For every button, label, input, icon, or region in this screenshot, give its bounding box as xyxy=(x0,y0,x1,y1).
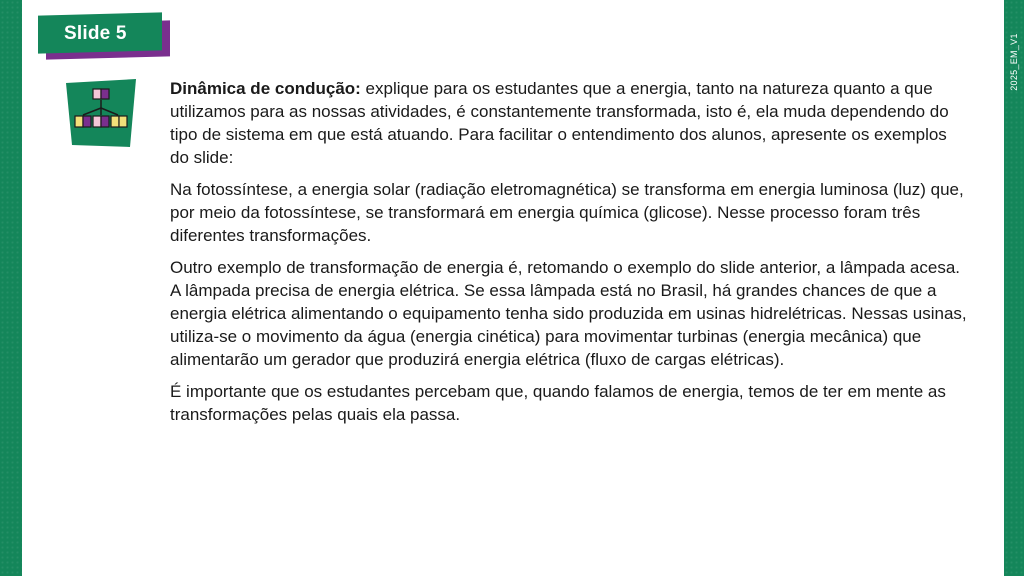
slide-tag xyxy=(38,12,172,60)
slide-number-label: Slide 5 xyxy=(64,23,127,44)
hierarchy-diagram-icon xyxy=(64,79,138,149)
paragraph-conclusion: É importante que os estudantes percebam que, quando falamos de energia, temos de ter em mente as transformações pelas quais ela passa. xyxy=(170,382,946,424)
left-border xyxy=(0,0,22,576)
paragraph-photosynthesis: Na fotossíntese, a energia solar (radiação eletromagnética) se transforma em energia luminosa (luz) que, por meio da fotossíntese, se transformará em energia química (glicose). Nesse processo foram três diferentes transformações. xyxy=(170,180,964,245)
paragraph-body: explique para os estudantes que a energia, tanto na natureza quanto a que utilizamos para as nossas atividades, é constantemente transformada, isto é, ela muda dependendo do tipo de sistema em que está atuando. Para facilitar o entendimento dos alunos, apresente os exemplos do slide: xyxy=(170,79,949,167)
paragraph-lead: Dinâmica de condução: xyxy=(170,79,361,98)
instruction-text xyxy=(170,77,970,435)
paragraph-lamp-example: Outro exemplo de transformação de energia é, retomando o exemplo do slide anterior, a lâmpada acesa. A lâmpada precisa de energia elétrica. Se essa lâmpada está no Brasil, há grandes chances de que a energia elétrica alimentando o equipamento tenha sido produzida em usinas hidrelétricas. Nessas usinas, utiliza-se o movimento da água (energia cinética) para movimentar turbinas (energia mecânica) que alimentarão um gerador que produzirá energia elétrica (fluxo de cargas elétricas). xyxy=(170,258,967,369)
paragraph-conduction-dynamic xyxy=(170,77,970,169)
version-code: 2025_EM_V1 xyxy=(1009,33,1019,91)
